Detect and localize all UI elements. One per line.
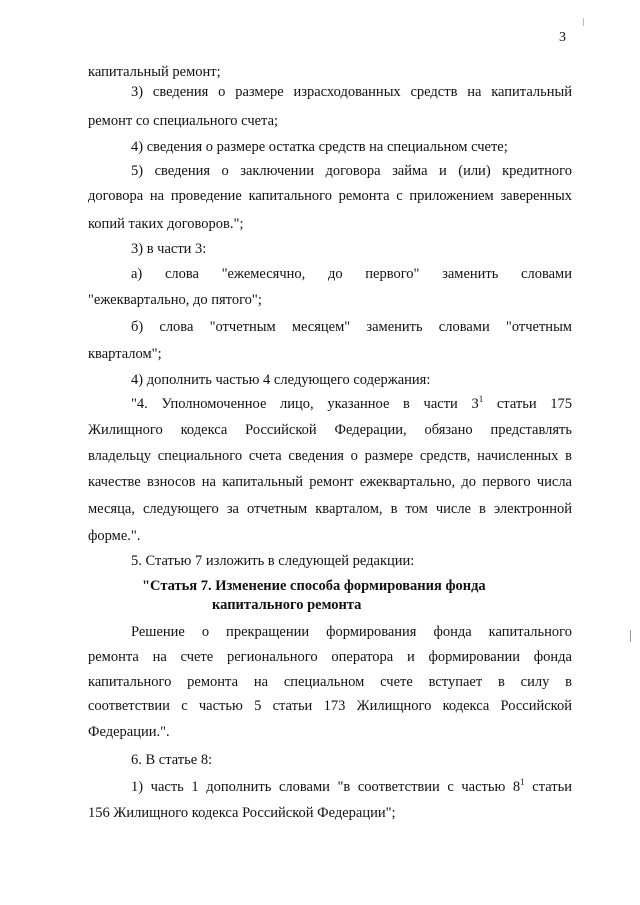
text-line-14: [131, 395, 572, 413]
page-number: 3: [559, 30, 566, 45]
text-line-5: 5) сведения о заключении договора займа и (или) кредитного: [131, 163, 572, 179]
text-line-13: 4) дополнить частью 4 следующего содержания:: [131, 372, 431, 388]
text-line-9: а) слова "ежемесячно, до первого" заменить словами: [131, 266, 572, 282]
text-line-26: 6. В статье 8:: [131, 752, 213, 768]
text-line-17: качестве взносов на капитальный ремонт ежеквартально, до первого числа: [88, 474, 572, 490]
text-fragment: статьи 175: [483, 396, 572, 412]
text-line-8: 3) в части 3:: [131, 241, 207, 257]
text-line-24: соответствии с частью 5 статьи 173 Жилищного кодекса Российской: [88, 698, 572, 714]
text-line-21: Решение о прекращении формирования фонда капитального: [131, 624, 572, 640]
article-heading-line-2: капитального ремонта: [212, 597, 362, 613]
text-line-10: "ежеквартально, до пятого";: [88, 292, 262, 308]
text-fragment: "4. Уполномоченное лицо, указанное в части 3: [131, 396, 479, 412]
text-line-16: владельцу специального счета сведения о размере средств, начисленных в: [88, 448, 572, 464]
text-fragment: 1) часть 1 дополнить словами "в соответствии с частью 8: [131, 779, 521, 795]
text-line-12: кварталом";: [88, 346, 162, 362]
text-fragment: статьи: [524, 779, 572, 795]
text-line-27: [131, 778, 572, 796]
text-line-6: договора на проведение капитального ремонта с приложением заверенных: [88, 188, 572, 204]
text-line-23: капитального ремонта на специальном счете вступает в силу в: [88, 674, 572, 690]
text-line-7: копий таких договоров.";: [88, 216, 244, 232]
text-line-20: 5. Статью 7 изложить в следующей редакции:: [131, 553, 415, 569]
superscript: 1: [520, 777, 525, 788]
text-line-19: форме.".: [88, 528, 141, 544]
text-line-22: ремонта на счете регионального оператора и формировании фонда: [88, 649, 572, 665]
superscript: 1: [478, 394, 484, 405]
scan-mark: [583, 18, 584, 26]
text-line-28: 156 Жилищного кодекса Российской Федерации";: [88, 805, 396, 821]
text-line-25: Федерации.".: [88, 724, 170, 740]
text-line-2: 3) сведения о размере израсходованных средств на капитальный: [131, 84, 572, 100]
text-line-1: капитальный ремонт;: [88, 64, 221, 80]
text-line-3: ремонт со специального счета;: [88, 113, 279, 129]
text-line-11: б) слова "отчетным месяцем" заменить словами "отчетным: [131, 319, 572, 335]
text-line-18: месяца, следующего за отчетным кварталом, в том числе в электронной: [88, 501, 572, 517]
text-line-15: Жилищного кодекса Российской Федерации, обязано представлять: [88, 422, 572, 438]
text-line-4: 4) сведения о размере остатка средств на специальном счете;: [131, 139, 508, 155]
scan-mark: [630, 630, 631, 642]
article-heading-line-1: "Статья 7. Изменение способа формирования фонда: [142, 578, 486, 594]
